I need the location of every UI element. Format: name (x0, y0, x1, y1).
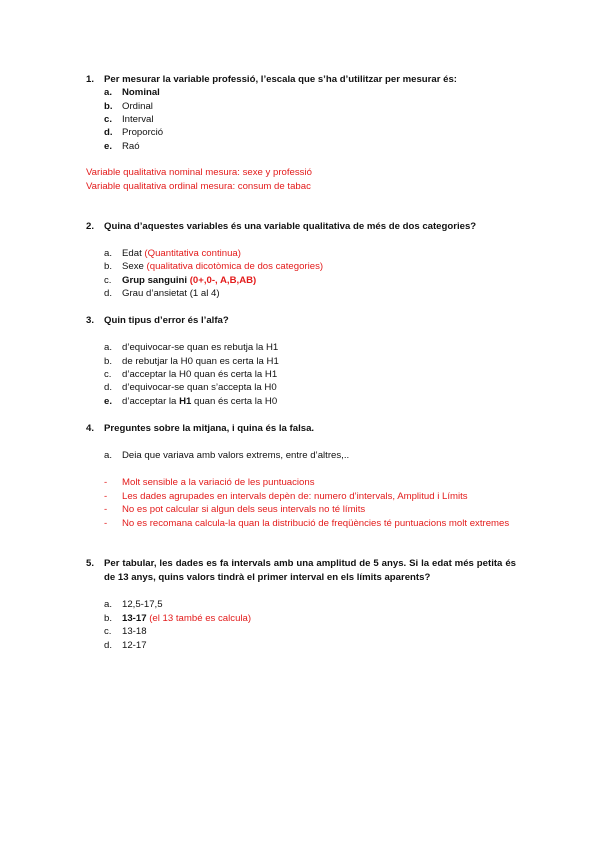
option-3e: e. d’acceptar la H1 quan és certa la H0 (104, 396, 278, 407)
question-number: 2. (86, 221, 95, 232)
option-2a: a. Edat (Quantitativa continua) (104, 248, 241, 259)
option-5a: a. 12,5-17,5 (104, 599, 163, 610)
question-2 (86, 220, 516, 234)
question-number: 1. (86, 74, 95, 85)
option-5c: c. 13-18 (104, 626, 147, 637)
option-2d: d. Grau d’ansietat (1 al 4) (104, 288, 220, 299)
option-1b: b. Ordinal (104, 101, 153, 112)
question-number: 5. (86, 558, 95, 569)
option-4a: a. Deia que variava amb valors extrems, entre d’altres,.. (104, 450, 350, 461)
option-3a: a. d’equivocar-se quan es rebutja la H1 (104, 342, 279, 353)
question-text: Preguntes sobre la mitjana, i quina és la falsa. (104, 423, 315, 434)
option-3c: c. d’acceptar la H0 quan és certa la H1 (104, 369, 278, 380)
option-1c: c. Interval (104, 114, 154, 125)
question-4 (86, 422, 516, 436)
question-text: Quin tipus d’error és l’alfa? (104, 315, 229, 326)
question-number: 3. (86, 315, 95, 326)
answer-note: Variable qualitativa nominal mesura: sexe y professió (86, 167, 312, 178)
bullet-item: - No es pot calcular si algun dels seus intervals no té límits (104, 504, 366, 515)
bullet-item: - No es recomana calcula-la quan la distribució de freqüències té puntuacions molt extremes (104, 518, 510, 529)
question-1 (86, 73, 516, 87)
option-1d: d. Proporció (104, 127, 164, 138)
option-3b: b. de rebutjar la H0 quan es certa la H1 (104, 356, 279, 367)
bullet-item: - Les dades agrupades en intervals depèn de: numero d’intervals, Amplitud i Límits (104, 491, 468, 502)
option-2c: c. Grup sanguini (0+,0-, A,B,AB) (104, 275, 257, 286)
question-3 (86, 314, 516, 328)
option-5d: d. 12-17 (104, 640, 147, 651)
option-1e: e. Raó (104, 141, 140, 152)
question-text: Per tabular, les dades es fa intervals amb una amplitud de 5 anys. Si la edat més petita és de 13 anys, quins valors tindrà el primer interval en els límits aparents? (104, 558, 516, 583)
option-5b: b. 13-17 (el 13 també es calcula) (104, 613, 252, 624)
question-5 (86, 557, 516, 584)
answer-note: Variable qualitativa ordinal mesura: consum de tabac (86, 181, 311, 192)
question-text: Per mesurar la variable professió, l’escala que s’ha d’utilitzar per mesurar és: (104, 74, 457, 85)
question-number: 4. (86, 423, 95, 434)
bullet-item: - Molt sensible a la variació de les puntuacions (104, 477, 315, 488)
option-3d: d. d’equivocar-se quan s’accepta la H0 (104, 382, 277, 393)
option-2b: b. Sexe (qualitativa dicotòmica de dos categories) (104, 261, 324, 272)
option-1a: a. Nominal (104, 87, 160, 98)
question-text: Quina d’aquestes variables és una variable qualitativa de més de dos categories? (104, 221, 477, 232)
